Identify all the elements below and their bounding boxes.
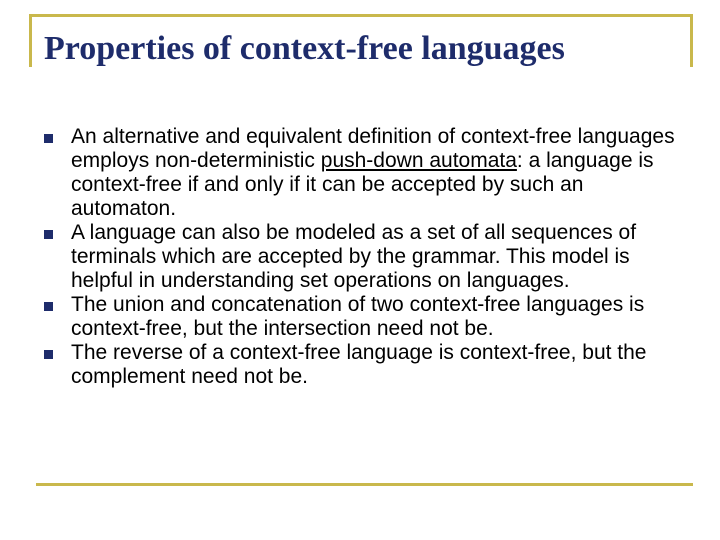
slide-title: Properties of context-free languages: [44, 30, 565, 67]
frame-top-line: [29, 14, 693, 17]
square-bullet-icon: [44, 350, 53, 359]
frame-bottom-line: [36, 483, 693, 486]
square-bullet-icon: [44, 302, 53, 311]
bullet-item-union: [44, 293, 684, 341]
square-bullet-icon: [44, 230, 53, 239]
bullet-text: An alternative and equivalent definition of context-free languages employs non-deterministic: [71, 125, 675, 172]
bullet-text: : a language is context-free if and only if it can be accepted by such an automaton.: [71, 149, 654, 220]
frame-left-line: [29, 14, 32, 67]
bullet-item-pushdown: [44, 125, 684, 221]
bullet-list: [44, 125, 684, 389]
bullet-item-model: [44, 221, 684, 293]
square-bullet-icon: [44, 134, 53, 143]
bullet-text: The reverse of a context-free language is context-free, but the complement need not be.: [71, 341, 647, 388]
bullet-text: A language can also be modeled as a set of all sequences of terminals which are accepted by the grammar. This model is helpful in understanding set operations on languages.: [71, 221, 637, 292]
bullet-text: The union and concatenation of two context-free languages is context-free, but the intersection need not be.: [71, 293, 645, 340]
bullet-item-reverse: [44, 341, 684, 389]
frame-right-line: [690, 14, 693, 67]
pushdown-automata-link[interactable]: push-down automata: [320, 149, 517, 172]
